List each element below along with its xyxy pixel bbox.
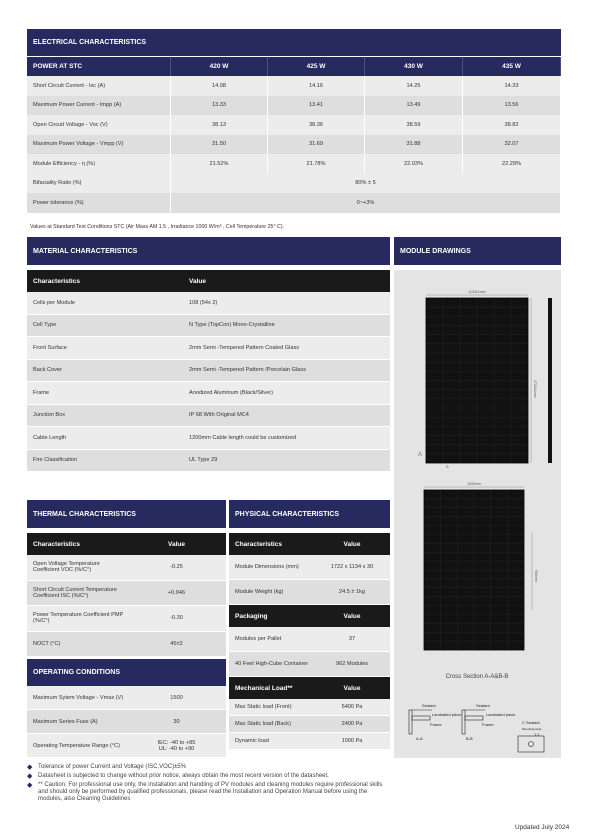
row-label: Cells per Module xyxy=(33,299,75,306)
note-item xyxy=(27,764,387,771)
row-value: 2400 Pa xyxy=(341,721,363,727)
header-430: 430 W xyxy=(365,57,463,76)
table-row xyxy=(27,382,390,405)
row-value: 1000 Pa xyxy=(341,738,363,744)
mech-header-row xyxy=(229,677,390,699)
svg-text:Sealant: Sealant xyxy=(476,703,490,708)
table-row xyxy=(229,555,390,580)
header-power: POWER AT STC xyxy=(27,57,171,76)
row-value: 45±2 xyxy=(170,640,183,647)
row-label: Fire Classification xyxy=(33,457,78,464)
table-row xyxy=(229,733,390,750)
thermal-header-row xyxy=(27,533,226,555)
row-value: 30 xyxy=(173,718,180,725)
table-row xyxy=(27,581,226,607)
row-value: UL Type 29 xyxy=(189,457,218,464)
header-420: 420 W xyxy=(171,57,268,76)
electrical-cell: 31.88 xyxy=(365,135,463,155)
operating-table xyxy=(27,686,226,758)
electrical-cell: 14.25 xyxy=(365,76,463,96)
row-value: IP 68 With Original MC4 xyxy=(189,412,249,419)
electrical-row xyxy=(27,154,561,174)
dim-height2-label: 900mm xyxy=(534,570,538,582)
note-text: Tolerance of power Current and Voltage (ISC,VOC)±5% xyxy=(38,764,187,770)
material-table xyxy=(27,270,390,472)
physical-table xyxy=(229,533,390,750)
row-label: Cable Length xyxy=(33,434,67,441)
row-value: N Type (TopCon) Mono-Crystalline xyxy=(189,322,275,329)
electrical-cell: 21.52% xyxy=(171,154,268,174)
electrical-row-label: Short Circuit Current - Isc (A) xyxy=(27,76,171,96)
electrical-cell: 14.16 xyxy=(268,76,365,96)
electrical-cell: 38.36 xyxy=(268,115,365,135)
electrical-cell: 31.69 xyxy=(268,135,365,155)
row-label: Back Cover xyxy=(33,367,62,374)
row-label: NOCT (°C) xyxy=(33,640,61,647)
row-value: -0.25 xyxy=(170,564,183,571)
svg-text:C Sealant: C Sealant xyxy=(522,720,540,725)
row-value: 2mm Semi -Tempered Pattern /Porcelain Glass xyxy=(189,367,306,374)
electrical-cell: 38.59 xyxy=(365,115,463,135)
drawings-title: MODULE DRAWINGS xyxy=(394,237,561,265)
dim-height-label: 1722±1mm xyxy=(533,380,537,398)
module-front-view xyxy=(418,290,552,469)
module-drawing-svg xyxy=(394,270,561,758)
header-425: 425 W xyxy=(268,57,365,76)
material-title: MATERIAL CHARACTERISTICS xyxy=(27,237,390,265)
physical-header-value: Value xyxy=(343,540,361,548)
row-value: 1200mm Cable length could be customized xyxy=(189,434,297,441)
cross-section-caption: Cross Section A-A&B-B xyxy=(445,674,509,680)
row-label: Dynamic load xyxy=(235,738,269,744)
electrical-cell: 21.78% xyxy=(268,154,365,174)
material-header-char: Characteristics xyxy=(33,277,80,285)
row-label: Short Circuit Current Temperature Coefficient ISC (%/C°) xyxy=(33,586,117,599)
table-row xyxy=(229,716,390,733)
electrical-row-label: Maximum Power Current - Impp (A) xyxy=(27,96,171,116)
electrical-cell: 14.08 xyxy=(171,76,268,96)
svg-text:B-B: B-B xyxy=(466,736,473,741)
row-value: 37 xyxy=(348,636,356,642)
mech-header-char: Mechanical Load** xyxy=(235,684,293,692)
electrical-footnote: Values at Standard Test Conditions STC (Air Mass AM 1.5 , Irradiance 1000 W/m² , Cell Temperature 25° C). xyxy=(30,224,285,230)
updated-label: Updated July 2024 xyxy=(515,824,570,831)
electrical-header-row xyxy=(27,57,561,76)
electrical-row xyxy=(27,135,561,155)
electrical-row-label: Module Efficiency - η (%) xyxy=(27,154,171,174)
electrical-cell: 13.41 xyxy=(268,96,365,116)
material-header-row xyxy=(27,270,390,292)
header-435: 435 W xyxy=(463,57,561,76)
electrical-title: ELECTRICAL CHARACTERISTICS xyxy=(27,29,561,56)
bullet-icon: ◆ xyxy=(27,781,33,789)
svg-text:Laminated piece: Laminated piece xyxy=(432,712,462,717)
electrical-row-label: Bifaciality Ratio (%) xyxy=(27,174,171,194)
table-row xyxy=(27,450,390,473)
row-label: Open Voltage Temperature Coefficient VOC (%/C°) xyxy=(33,561,100,574)
electrical-row xyxy=(27,76,561,96)
thermal-title: THERMAL CHARACTERISTICS xyxy=(27,500,226,528)
label-a: A xyxy=(418,452,423,458)
section-details xyxy=(409,703,544,752)
table-row xyxy=(27,315,390,338)
physical-header-row xyxy=(229,533,390,555)
electrical-cell: 22.29% xyxy=(463,154,561,174)
note-item xyxy=(27,773,387,780)
electrical-row xyxy=(27,96,561,116)
electrical-row-label: Power tolerance (%) xyxy=(27,193,171,213)
drawings-panel xyxy=(394,270,561,758)
table-row xyxy=(27,360,390,383)
row-label: Frame xyxy=(33,389,50,396)
packaging-header-value: Value xyxy=(343,612,361,620)
row-value: Anodized Aluminum (Black/Silver) xyxy=(189,389,273,396)
table-row xyxy=(229,652,390,677)
table-row xyxy=(27,710,226,734)
bullet-icon: ◆ xyxy=(27,764,33,771)
electrical-cell: 13.56 xyxy=(463,96,561,116)
electrical-span-row xyxy=(27,174,561,194)
electrical-cell: 13.49 xyxy=(365,96,463,116)
svg-text:Mounting Hole: Mounting Hole xyxy=(522,727,542,731)
material-header-value: Value xyxy=(189,277,206,285)
electrical-table xyxy=(27,57,561,213)
thermal-header-value: Value xyxy=(168,540,185,548)
row-label: Module Dimensions (mm) xyxy=(235,564,299,570)
dim-width-label: 1134±1mm xyxy=(468,290,486,294)
row-value: IEC: -40 to +85 UL: -40 to +90 xyxy=(157,739,196,752)
table-row xyxy=(27,337,390,360)
row-label: Front Surface xyxy=(33,344,67,351)
label-b: B xyxy=(446,464,449,469)
row-label: 40 Feet High-Cube Container xyxy=(235,661,309,667)
packaging-header-char: Packaging xyxy=(235,612,268,620)
operating-title: OPERATING CONDITIONS xyxy=(27,659,226,686)
table-row xyxy=(27,606,226,632)
module-rear-view xyxy=(424,482,538,680)
electrical-cell: 32.07 xyxy=(463,135,561,155)
table-row xyxy=(229,699,390,716)
svg-text:Sealant: Sealant xyxy=(422,703,436,708)
table-row xyxy=(27,734,226,758)
note-text: Datasheet is subjected to change without prior notice, always obtain the most recent version of the datasheet. xyxy=(38,772,329,779)
notes-list xyxy=(27,764,387,805)
thermal-header-char: Characteristics xyxy=(33,540,80,548)
row-value: 108 (54x 2) xyxy=(189,299,218,306)
mech-header-value: Value xyxy=(343,684,361,692)
electrical-cell: 22.03% xyxy=(365,154,463,174)
row-label: Module Weight (kg) xyxy=(235,589,284,595)
electrical-span-row xyxy=(27,193,561,213)
electrical-row-label: Maximum Power Voltage - Vmpp (V) xyxy=(27,135,171,155)
electrical-cell: 14.33 xyxy=(463,76,561,96)
table-row xyxy=(27,405,390,428)
row-label: Maximum Sytem Voltage - Vmax (V) xyxy=(33,694,124,701)
row-label: Max Static load (Back) xyxy=(235,721,291,727)
electrical-cell: 38.13 xyxy=(171,115,268,135)
electrical-cell: 31.50 xyxy=(171,135,268,155)
row-value: 5400 Pa xyxy=(341,704,363,710)
dim-width2-label: 1092mm xyxy=(467,482,481,486)
table-row xyxy=(27,686,226,710)
electrical-cell: 38.82 xyxy=(463,115,561,135)
bullet-icon: ◆ xyxy=(27,772,33,780)
row-label: Max Static load (Front) xyxy=(235,704,292,710)
thermal-table xyxy=(27,533,226,657)
note-text: ** Caution: For professional use only, the installation and handling of PV modules and cleaning modules require professional skills and should only be performed by qualified professionals, please read the Installation and Operation Manual before using the modules, also Cleaning Guidelines xyxy=(38,781,383,803)
table-row xyxy=(27,427,390,450)
row-value: 2mm Semi -Tempered Pattern Coated Glass xyxy=(189,344,300,351)
svg-text:Frame: Frame xyxy=(430,722,442,727)
svg-text:A-A: A-A xyxy=(416,736,423,741)
table-row xyxy=(27,632,226,658)
row-value: -0.30 xyxy=(170,615,183,622)
svg-text:1:1: 1:1 xyxy=(534,732,540,737)
row-label: Maximum Series Fuse (A) xyxy=(33,718,98,725)
row-value: +0.046 xyxy=(167,589,186,596)
physical-header-char: Characteristics xyxy=(235,540,282,548)
electrical-row xyxy=(27,115,561,135)
svg-text:Laminated piece: Laminated piece xyxy=(486,712,516,717)
electrical-row-label: Open Circuit Voltage - Voc (V) xyxy=(27,115,171,135)
electrical-cell: 0~+3% xyxy=(171,193,561,213)
row-label: Cell Type xyxy=(33,322,57,329)
table-row xyxy=(27,555,226,581)
row-value: 1722 x 1134 x 30 xyxy=(330,564,374,570)
row-label: Modules per Pallet xyxy=(235,636,282,642)
table-row xyxy=(229,580,390,605)
physical-title: PHYSICAL CHARACTERISTICS xyxy=(229,500,390,528)
table-row xyxy=(27,292,390,315)
svg-text:Frame: Frame xyxy=(482,722,494,727)
packaging-header-row xyxy=(229,605,390,627)
row-value: 1500 xyxy=(170,694,183,701)
electrical-cell: 80% ± 5 xyxy=(171,174,561,194)
row-value: 24.5 ± 1kg xyxy=(338,589,366,595)
row-label: Power Temperature Coefficient PMP (%/C°) xyxy=(33,612,124,625)
row-label: Operating Temperature Range (°C) xyxy=(33,742,121,749)
row-label: Junction Box xyxy=(33,412,66,419)
note-item xyxy=(27,782,387,804)
table-row xyxy=(229,627,390,652)
electrical-cell: 13.33 xyxy=(171,96,268,116)
row-value: 962 Modules xyxy=(335,661,369,667)
